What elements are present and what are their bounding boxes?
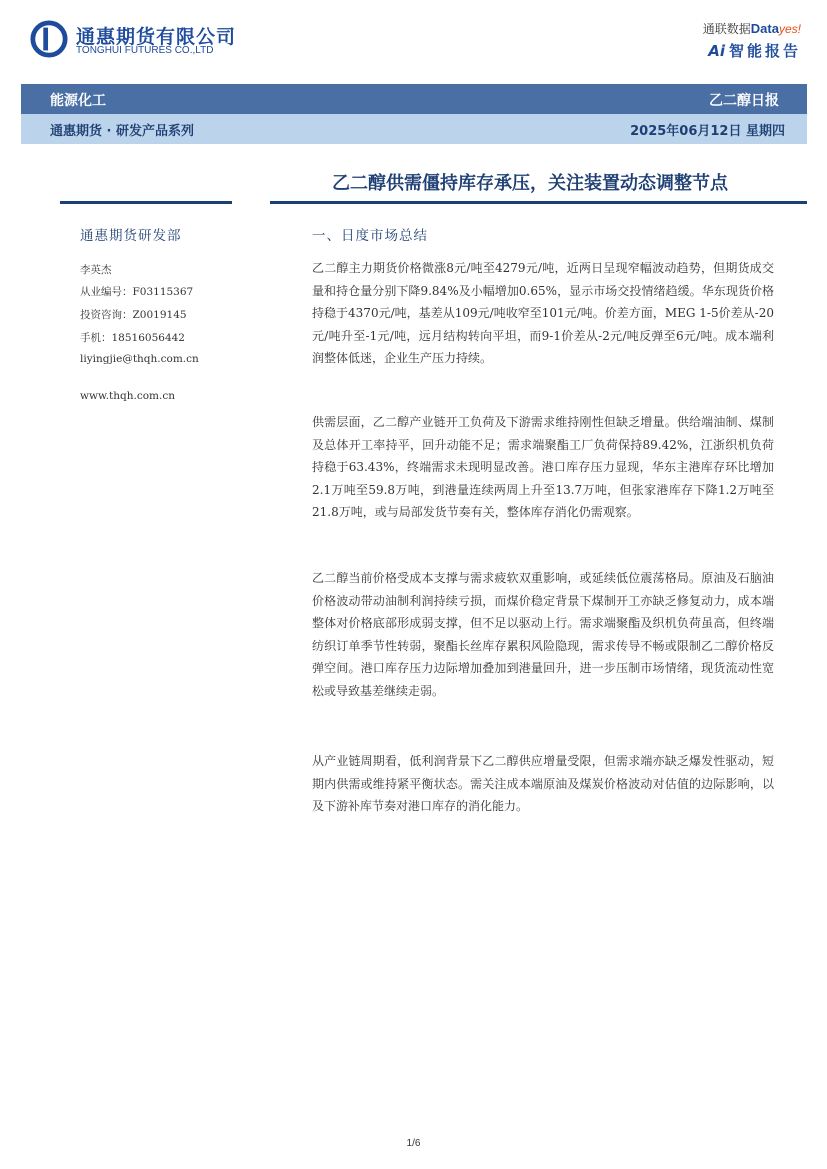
report-type: 乙二醇日报 bbox=[709, 93, 779, 109]
department-name: 通惠期货研发部 bbox=[80, 228, 182, 244]
analyst-name: 李英杰 bbox=[80, 264, 112, 276]
company-logo-icon bbox=[30, 20, 68, 58]
paragraph-4: 从产业链周期看，低利润背景下乙二醇供应增量受限，但需求端亦缺乏爆发性驱动，短期内供需或维持紧平衡状态。需关注成本端原油及煤炭价格波动对估值的边际影响，以及下游补库节奏对港口库存的消化能力。 bbox=[312, 754, 774, 814]
page-number: 1/6 bbox=[406, 1138, 421, 1149]
paragraph-3: 乙二醇当前价格受成本支撑与需求疲软双重影响，或延续低位震荡格局。原油及石脑油价格波动带动油制利润持续亏损，而煤价稳定背景下煤制开工亦缺乏修复动力，成本端整体对价格底部形成弱支撑，但不足以驱动上行。需求端聚酯及织机负荷虽高，但终端纺织订单季节性转弱，聚酯长丝库存累积风险隐现，需求传导不畅或限制乙二醇价格反弹空间。港口库存压力边际增加叠加到港量回升，进一步压制市场情绪，现货流动性宽松或导致基差继续走弱。 bbox=[312, 571, 774, 698]
divider-right bbox=[270, 201, 807, 204]
license-number: 从业编号：F03115367 bbox=[80, 286, 194, 298]
series-label: 通惠期货 · 研发产品系列 bbox=[50, 124, 194, 139]
paragraph-2: 供需层面，乙二醇产业链开工负荷及下游需求维持刚性但缺乏增量。供给端油制、煤制及总体开工率持平，回升动能不足；需求端聚酯工厂负荷保持89.42%，江浙织机负荷持稳于63.43%，终端需求未现明显改善。港口库存压力显现，华东主港库存环比增加2.1万吨至59.8万吨，到港量连续两周上升至13.7万吨，但张家港库存下降1.2万吨至21.8万吨，或与局部发货节奏有关，整体库存消化仍需观察。 bbox=[312, 415, 774, 520]
banner-top bbox=[21, 84, 807, 114]
partner-suffix: yes! bbox=[778, 22, 801, 36]
ai-icon: Ai bbox=[708, 42, 725, 60]
company-name-en: TONGHUI FUTURES CO.,LTD bbox=[76, 45, 214, 56]
section-title: 一、日度市场总结 bbox=[312, 228, 428, 244]
report-title: 乙二醇供需僵持库存承压，关注装置动态调整节点 bbox=[332, 173, 728, 194]
partner-logo bbox=[703, 20, 801, 37]
paragraph-1: 乙二醇主力期货价格微涨8元/吨至4279元/吨，近两日呈现窄幅波动趋势，但期货成交量和持仓量分别下降9.84%及小幅增加0.65%，显示市场交投情绪趋缓。华东现货价格持稳于4370元/吨，基差从109元/吨收窄至101元/吨。价差方面，MEG 1-5价差从-20元/吨升至-1元/吨，远月结构转向平坦，而9-1价差从-2元/吨反弹至6元/吨。成本端利润整体低迷，企业生产压力持续。 bbox=[312, 261, 774, 366]
report-date: 2025年06月12日 星期四 bbox=[630, 124, 785, 139]
report-label: 智能报告 bbox=[728, 42, 801, 60]
email-link[interactable]: liyingjie@thqh.com.cn bbox=[80, 353, 199, 365]
sector-label: 能源化工 bbox=[50, 93, 106, 109]
partner-prefix: 通联数据 bbox=[702, 22, 751, 36]
divider-left bbox=[60, 201, 232, 204]
partner-brand: Data bbox=[750, 21, 779, 36]
website-link[interactable]: www.thqh.com.cn bbox=[80, 390, 175, 402]
phone-number: 手机：18516056442 bbox=[80, 332, 185, 344]
advisory-number: 投资咨询：Z0019145 bbox=[80, 309, 187, 321]
report-badge bbox=[708, 40, 801, 61]
company-name-cn: 通惠期货有限公司 bbox=[76, 26, 237, 48]
